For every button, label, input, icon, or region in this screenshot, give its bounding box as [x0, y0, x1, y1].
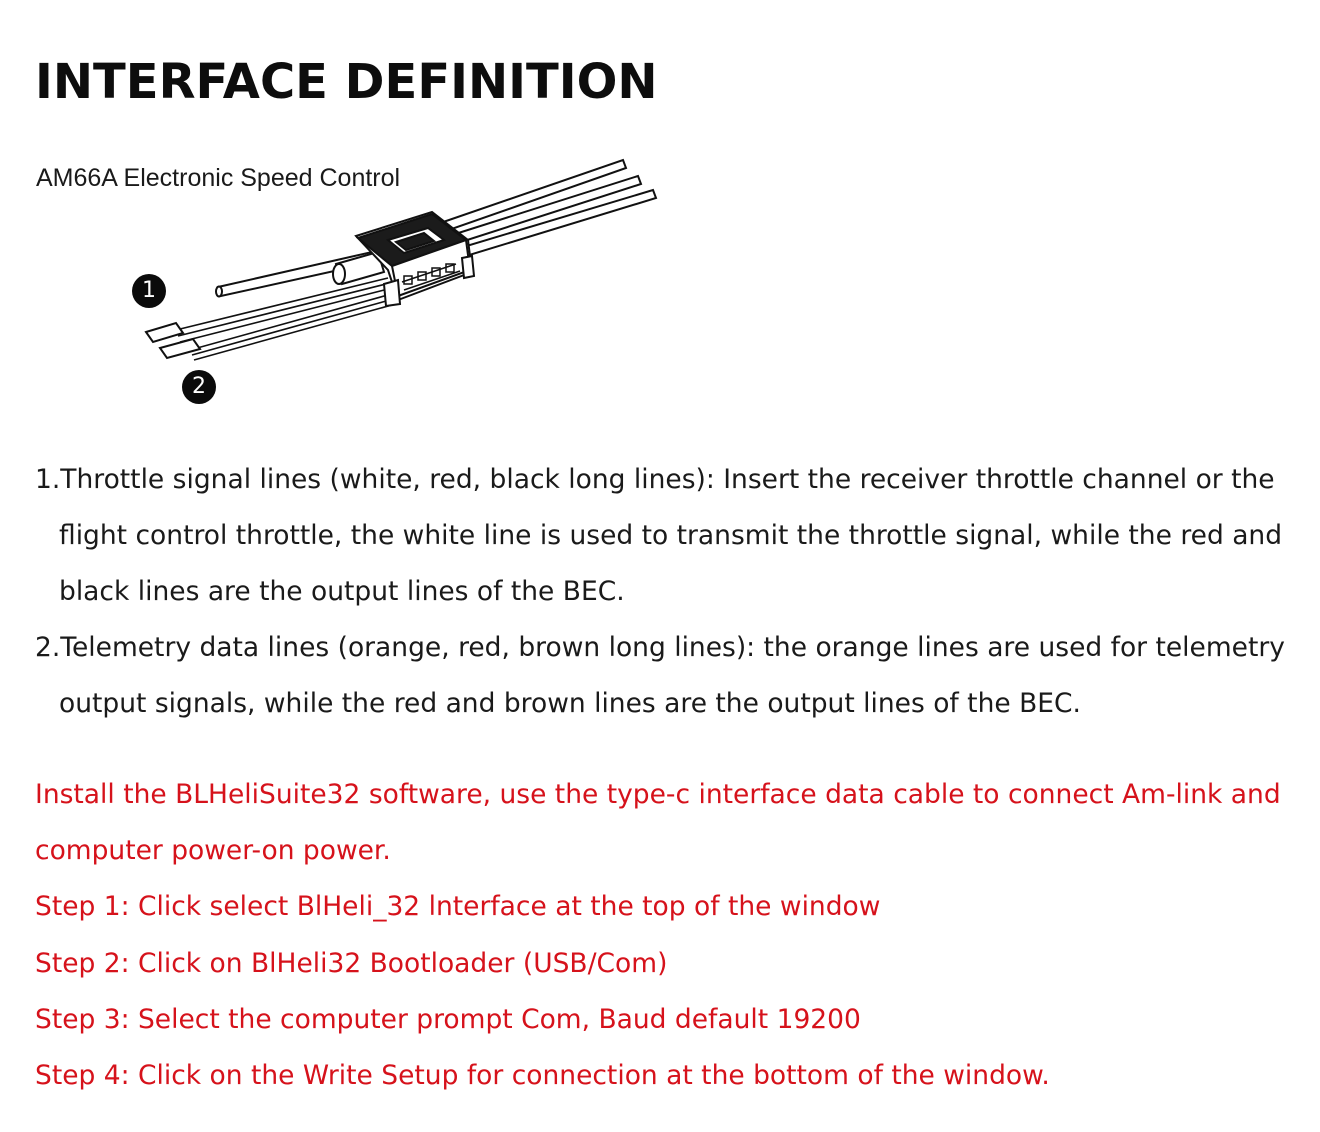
badge-2: 2	[182, 370, 216, 404]
page-title: INTERFACE DEFINITION	[35, 54, 658, 110]
badge-1: 1	[132, 274, 166, 308]
setup-instructions	[35, 767, 1295, 1104]
instructions-intro: Install the BLHeliSuite32 software, use the type-c interface data cable to connect Am-link and computer power-on power.	[35, 779, 1281, 867]
esc-diagram	[0, 150, 700, 420]
step-1: Step 1: Click select BlHeli_32 lnterface at the top of the window	[35, 891, 881, 923]
definition-throttle: 1.Throttle signal lines (white, red, black long lines): Insert the receiver throttle channel or the flight control throttle, the white line is used to transmit the throttle signal, while the red and black lines are the output lines of the BEC.	[35, 464, 1283, 607]
step-3: Step 3: Select the computer prompt Com, Baud default 19200	[35, 1003, 861, 1035]
connectors	[146, 323, 200, 358]
definition-telemetry: 2.Telemetry data lines (orange, red, brown long lines): the orange lines are used for telemetry output signals, while the red and brown lines are the output lines of the BEC.	[35, 632, 1285, 719]
diagram-caption: AM66A Electronic Speed Control	[36, 164, 401, 192]
signal-leads	[176, 278, 399, 360]
step-2: Step 2: Click on BlHeli32 Bootloader (USB/Com)	[35, 947, 668, 979]
step-4: Step 4: Click on the Write Setup for connection at the bottom of the window.	[35, 1060, 1050, 1092]
interface-definitions	[35, 452, 1295, 732]
